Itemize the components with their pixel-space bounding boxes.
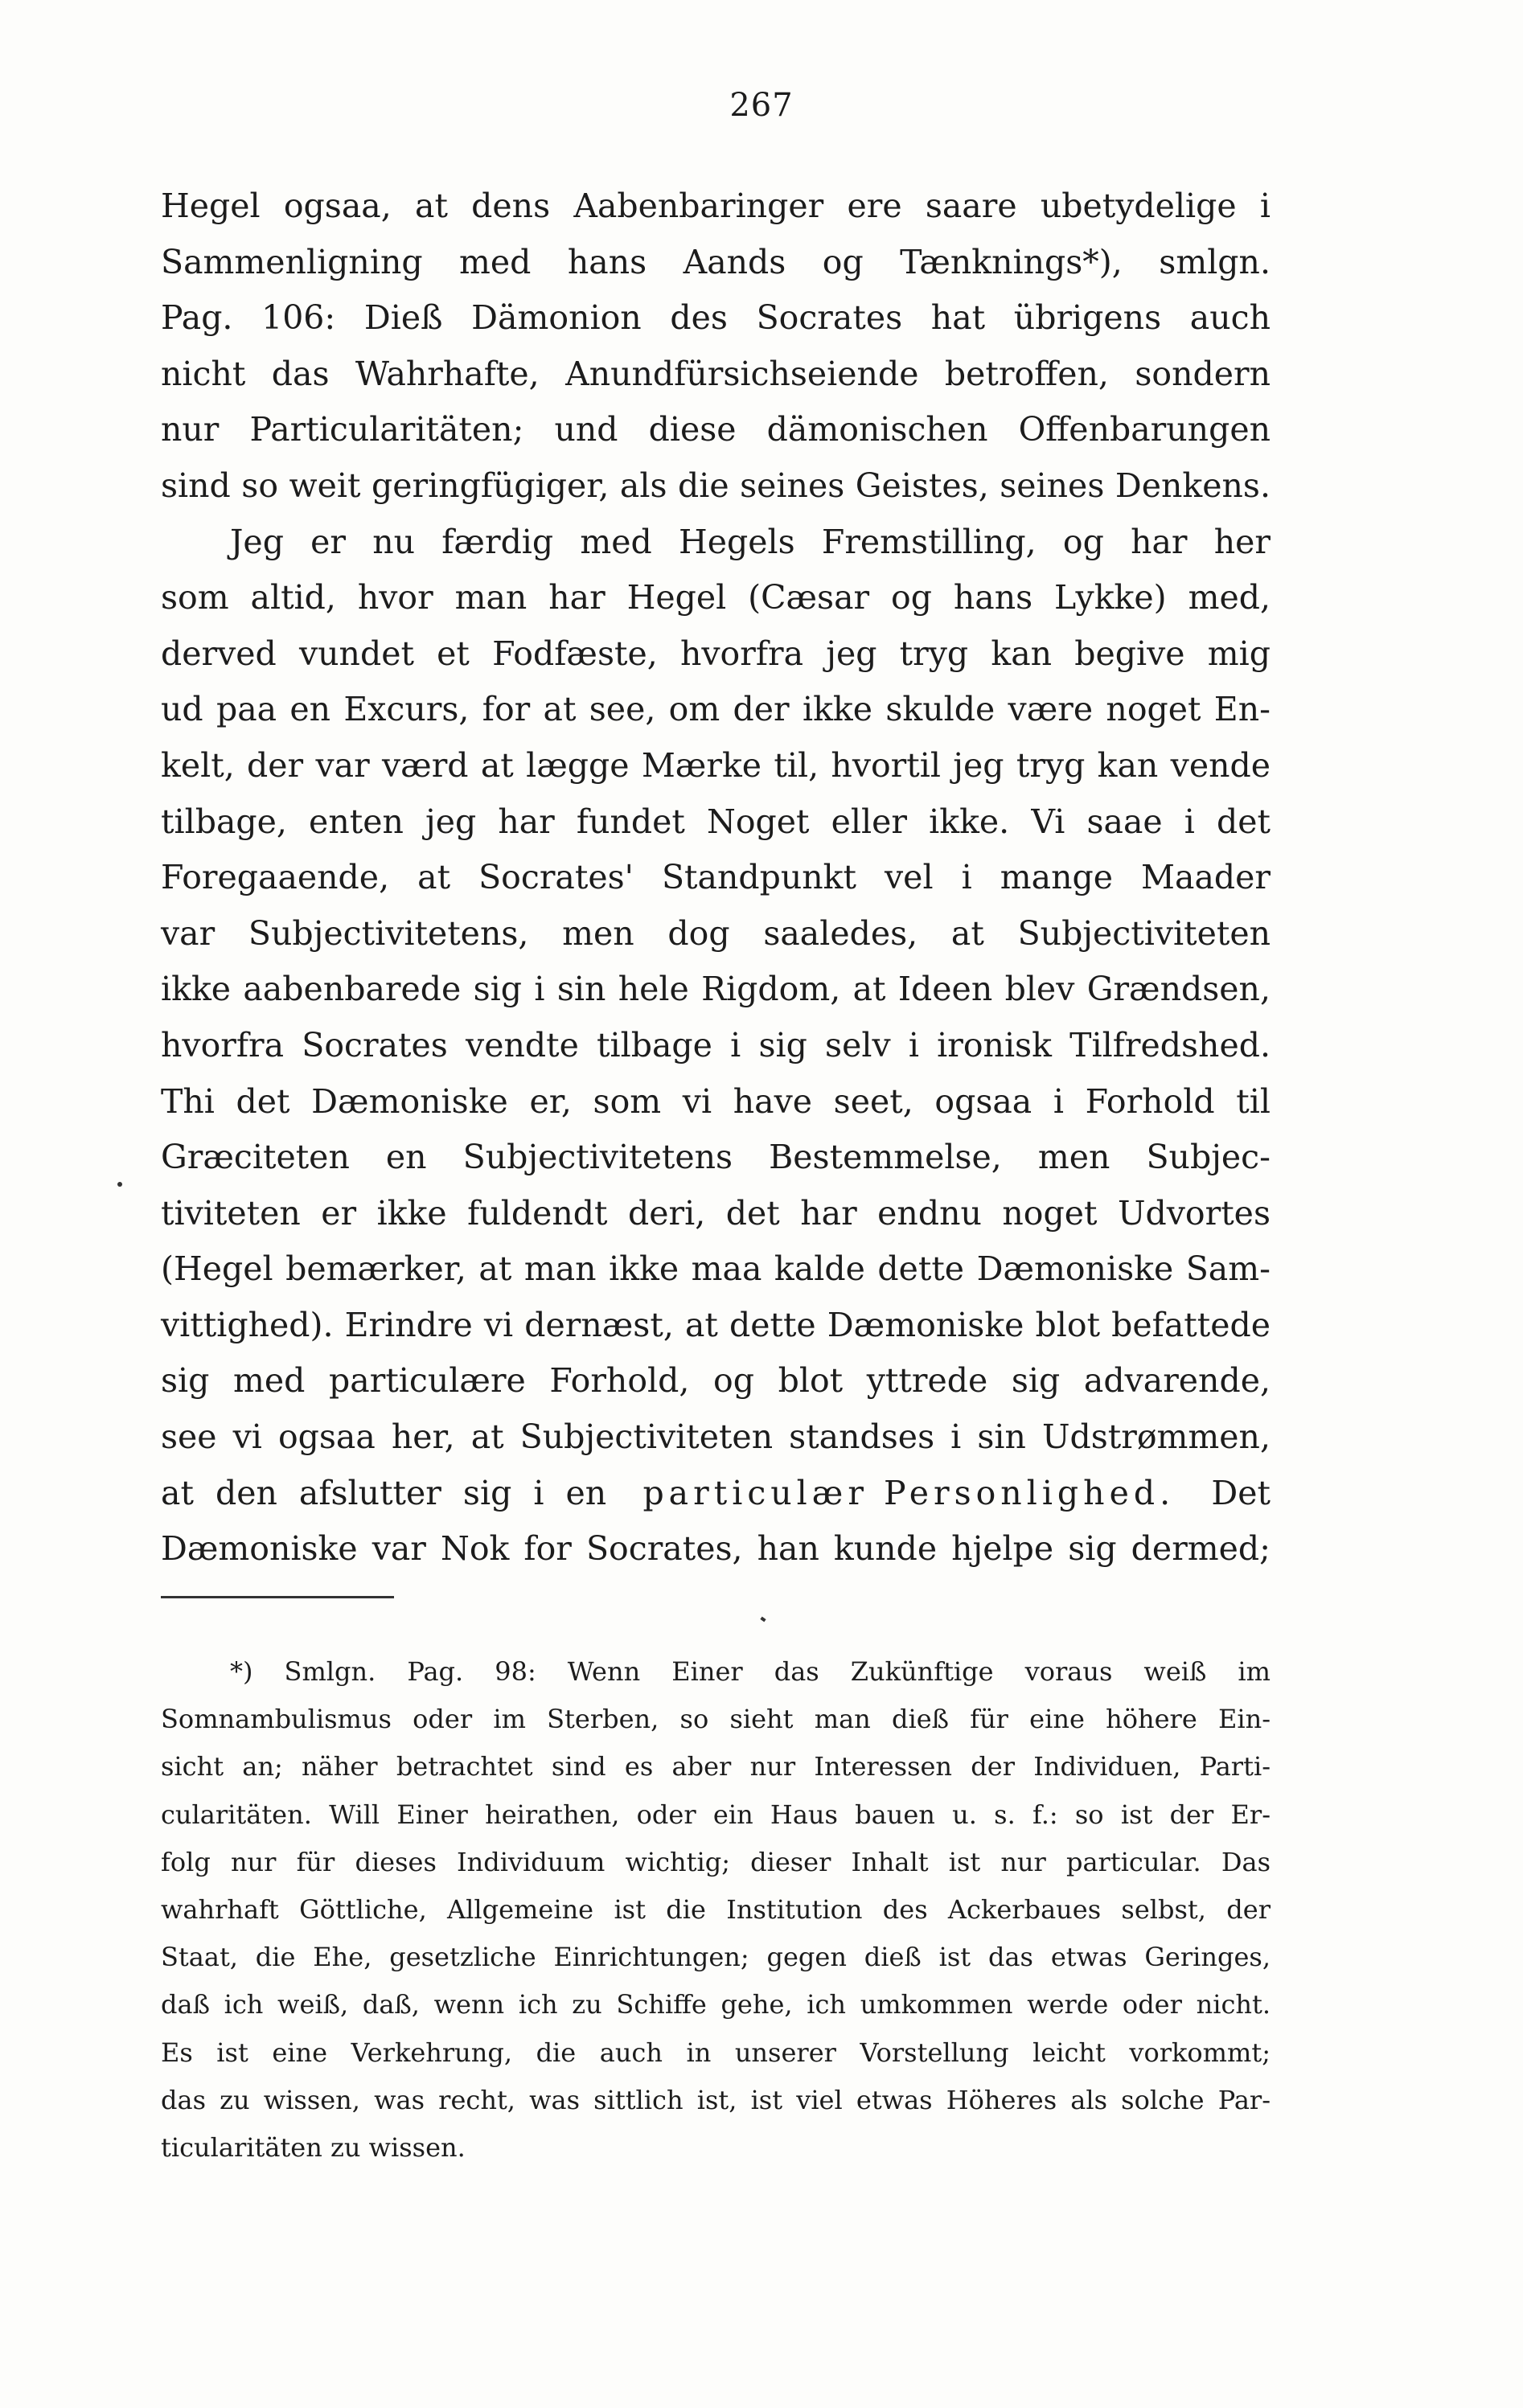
footnote-line: sicht an; näher betrachtet sind es aber nur Interessen der Individuen, Parti- <box>161 1751 1271 1782</box>
text-line: Græciteten en Subjectivitetens Bestemmelse, men Subjec- <box>161 1138 1271 1177</box>
footnote-block <box>161 1648 1271 2172</box>
main-text-block <box>161 178 1271 1577</box>
text-line: ikke aabenbarede sig i sin hele Rigdom, at Ideen blev Grændsen, <box>161 970 1271 1009</box>
page-number: 267 <box>729 87 794 124</box>
text-line: see vi ogsaa her, at Subjectiviteten standses i sin Udstrømmen, <box>161 1417 1271 1457</box>
emphasized-phrase: particulær Personlighed. <box>642 1473 1176 1512</box>
text-line: vittighed). Erindre vi dernæst, at dette Dæmoniske blot befattede <box>161 1305 1271 1344</box>
footnote-line: Somnambulismus oder im Sterben, so sieht man dieß für eine höhere Ein- <box>161 1704 1271 1735</box>
text-line: nicht das Wahrhafte, Anundfürsichseiende betroffen, sondern <box>161 354 1271 393</box>
text-line-with-emphasis <box>161 1466 1271 1522</box>
footnote-line: cularitäten. Will Einer heirathen, oder ein Haus bauen u. s. f.: so ist der Er- <box>161 1799 1271 1830</box>
text-line: Thi det Dæmoniske er, som vi have seet, ogsaa i Forhold til <box>161 1081 1271 1121</box>
text-fragment: at den afslutter sig i en <box>161 1473 607 1512</box>
text-line: Foregaaende, at Socrates' Standpunkt vel i mange Maader <box>161 858 1271 897</box>
text-line: Jeg er nu færdig med Hegels Fremstilling, og har her <box>230 522 1271 561</box>
margin-speck <box>117 1182 122 1187</box>
footnote-line: *) Smlgn. Pag. 98: Wenn Einer das Zukünftige voraus weiß im <box>230 1656 1271 1687</box>
footnote-separator <box>161 1596 394 1598</box>
footnote-line: daß ich weiß, daß, wenn ich zu Schiffe gehe, ich umkommen werde oder nicht. <box>161 1989 1271 2020</box>
text-line: ud paa en Excurs, for at see, om der ikke skulde være noget En- <box>161 690 1271 729</box>
text-line: som altid, hvor man har Hegel (Cæsar og hans Lykke) med, <box>161 578 1271 617</box>
text-line: nur Particularitäten; und diese dämonischen Offenbarungen <box>161 410 1271 449</box>
footnote-line: ticularitäten zu wissen. <box>161 2131 466 2163</box>
text-fragment: Det <box>1211 1473 1271 1512</box>
text-line: sind so weit geringfügiger, als die seines Geistes, seines Denkens. <box>161 466 1271 505</box>
text-line: kelt, der var værd at lægge Mærke til, hvortil jeg tryg kan vende <box>161 745 1271 785</box>
text-line: Dæmoniske var Nok for Socrates, han kunde hjelpe sig dermed; <box>161 1529 1271 1569</box>
text-line: (Hegel bemærker, at man ikke maa kalde dette Dæmoniske Sam- <box>161 1249 1271 1289</box>
text-line: Hegel ogsaa, at dens Aabenbaringer ere saare ubetydelige i <box>161 187 1271 225</box>
text-line: Pag. 106: Dieß Dämonion des Socrates hat übrigens auch <box>161 298 1271 338</box>
footnote-line: Es ist eine Verkehrung, die auch in unserer Vorstellung leicht vorkommt; <box>161 2037 1271 2068</box>
text-line: var Subjectivitetens, men dog saaledes, at Subjectiviteten <box>161 913 1271 953</box>
footnote-line: Staat, die Ehe, gesetzliche Einrichtungen; gegen dieß ist das etwas Geringes, <box>161 1942 1271 1973</box>
text-line: Sammenligning med hans Aands og Tænknings*), smlgn. <box>161 242 1271 281</box>
text-line: derved vundet et Fodfæste, hvorfra jeg tryg kan begive mig <box>161 634 1271 673</box>
footnote-line: wahrhaft Göttliche, Allgemeine ist die Institution des Ackerbaues selbst, der <box>161 1893 1271 1925</box>
print-speck <box>760 1617 766 1622</box>
footnote-line: das zu wissen, was recht, was sittlich ist, ist viel etwas Höheres als solche Par- <box>161 2084 1271 2115</box>
text-line: tilbage, enten jeg har fundet Noget eller ikke. Vi saae i det <box>161 802 1271 841</box>
footnote-line: folg nur für dieses Individuum wichtig; dieser Inhalt ist nur particular. Das <box>161 1846 1271 1877</box>
text-line: tiviteten er ikke fuldendt deri, det har endnu noget Udvortes <box>161 1193 1271 1233</box>
text-line: sig med particulære Forhold, og blot yttrede sig advarende, <box>161 1361 1271 1401</box>
text-line: hvorfra Socrates vendte tilbage i sig selv i ironisk Tilfredshed. <box>161 1025 1271 1065</box>
